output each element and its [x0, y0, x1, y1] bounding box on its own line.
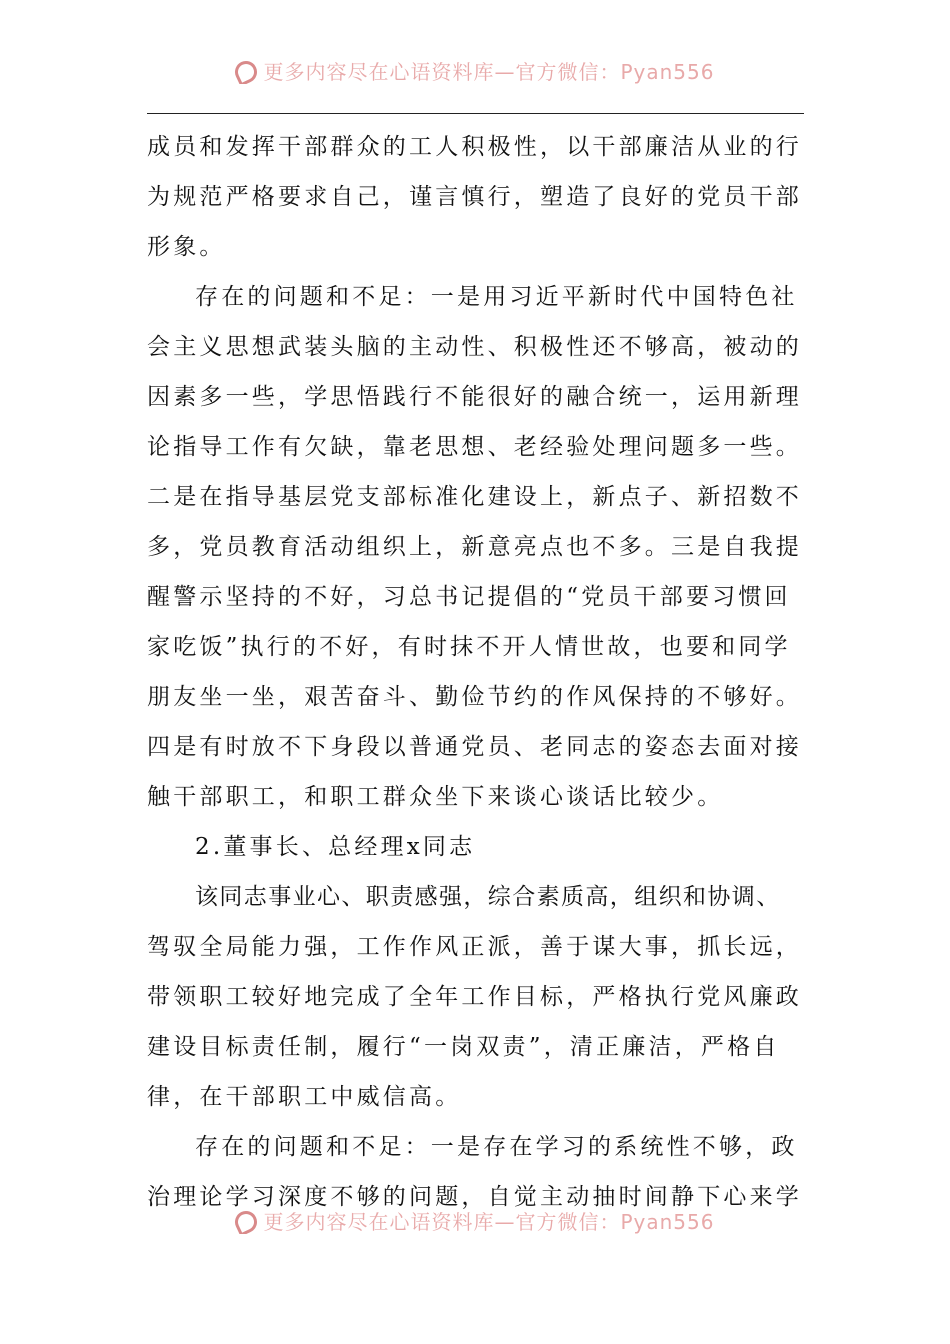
watermark-text: 更多内容尽在心语资料库—官方微信：Pyan556: [263, 60, 715, 84]
body-line: 因素多一些，学思悟践行不能很好的融合统一，运用新理: [147, 384, 802, 410]
body-line: 治理论学习深度不够的问题，自觉主动抽时间静下心来学: [147, 1184, 802, 1210]
body-line: 醒警示坚持的不好，习总书记提倡的“党员干部要习惯回: [147, 584, 791, 610]
watermark-logo-icon: [232, 1207, 261, 1234]
body-line: 触干部职工，和职工群众坐下来谈心谈话比较少。: [147, 784, 724, 810]
body-line: 家吃饭”执行的不好，有时抹不开人情世故，也要和同学: [147, 634, 791, 660]
watermark-bottom: [0, 1206, 950, 1234]
body-line: 多，党员教育活动组织上，新意亮点也不多。三是自我提: [147, 534, 802, 560]
body-line: 朋友坐一坐，艰苦奋斗、勤俭节约的作风保持的不够好。: [147, 684, 802, 710]
body-line: 形象。: [147, 234, 226, 260]
paragraph-first-line: 该同志事业心、职责感强，综合素质高，组织和协调、: [195, 884, 781, 910]
paragraph-first-line: 存在的问题和不足：一是存在学习的系统性不够，政: [195, 1134, 798, 1160]
watermark-top: [0, 56, 950, 84]
body-line: 驾驭全局能力强，工作作风正派，善于谋大事，抓长远，: [147, 934, 802, 960]
body-line: 为规范严格要求自己，谨言慎行，塑造了良好的党员干部: [147, 184, 802, 210]
section-heading: 2.董事长、总经理x同志: [195, 834, 476, 860]
body-line: 建设目标责任制，履行“一岗双责”，清正廉洁，严格自: [147, 1034, 780, 1060]
body-line: 论指导工作有欠缺，靠老思想、老经验处理问题多一些。: [147, 434, 802, 460]
watermark-logo-icon: [232, 57, 261, 84]
body-line: 律，在干部职工中威信高。: [147, 1084, 462, 1110]
body-line: 带领职工较好地完成了全年工作目标，严格执行党风廉政: [147, 984, 802, 1010]
body-line: 成员和发挥干部群众的工人积极性，以干部廉洁从业的行: [147, 134, 802, 160]
watermark-text: 更多内容尽在心语资料库—官方微信：Pyan556: [263, 1210, 715, 1234]
body-line: 会主义思想武装头脑的主动性、积极性还不够高，被动的: [147, 334, 802, 360]
header-rule: [147, 113, 804, 114]
paragraph-first-line: 存在的问题和不足：一是用习近平新时代中国特色社: [195, 284, 798, 310]
body-line: 四是有时放不下身段以普通党员、老同志的姿态去面对接: [147, 734, 802, 760]
body-line: 二是在指导基层党支部标准化建设上，新点子、新招数不: [147, 484, 802, 510]
document-body: [147, 122, 807, 1222]
